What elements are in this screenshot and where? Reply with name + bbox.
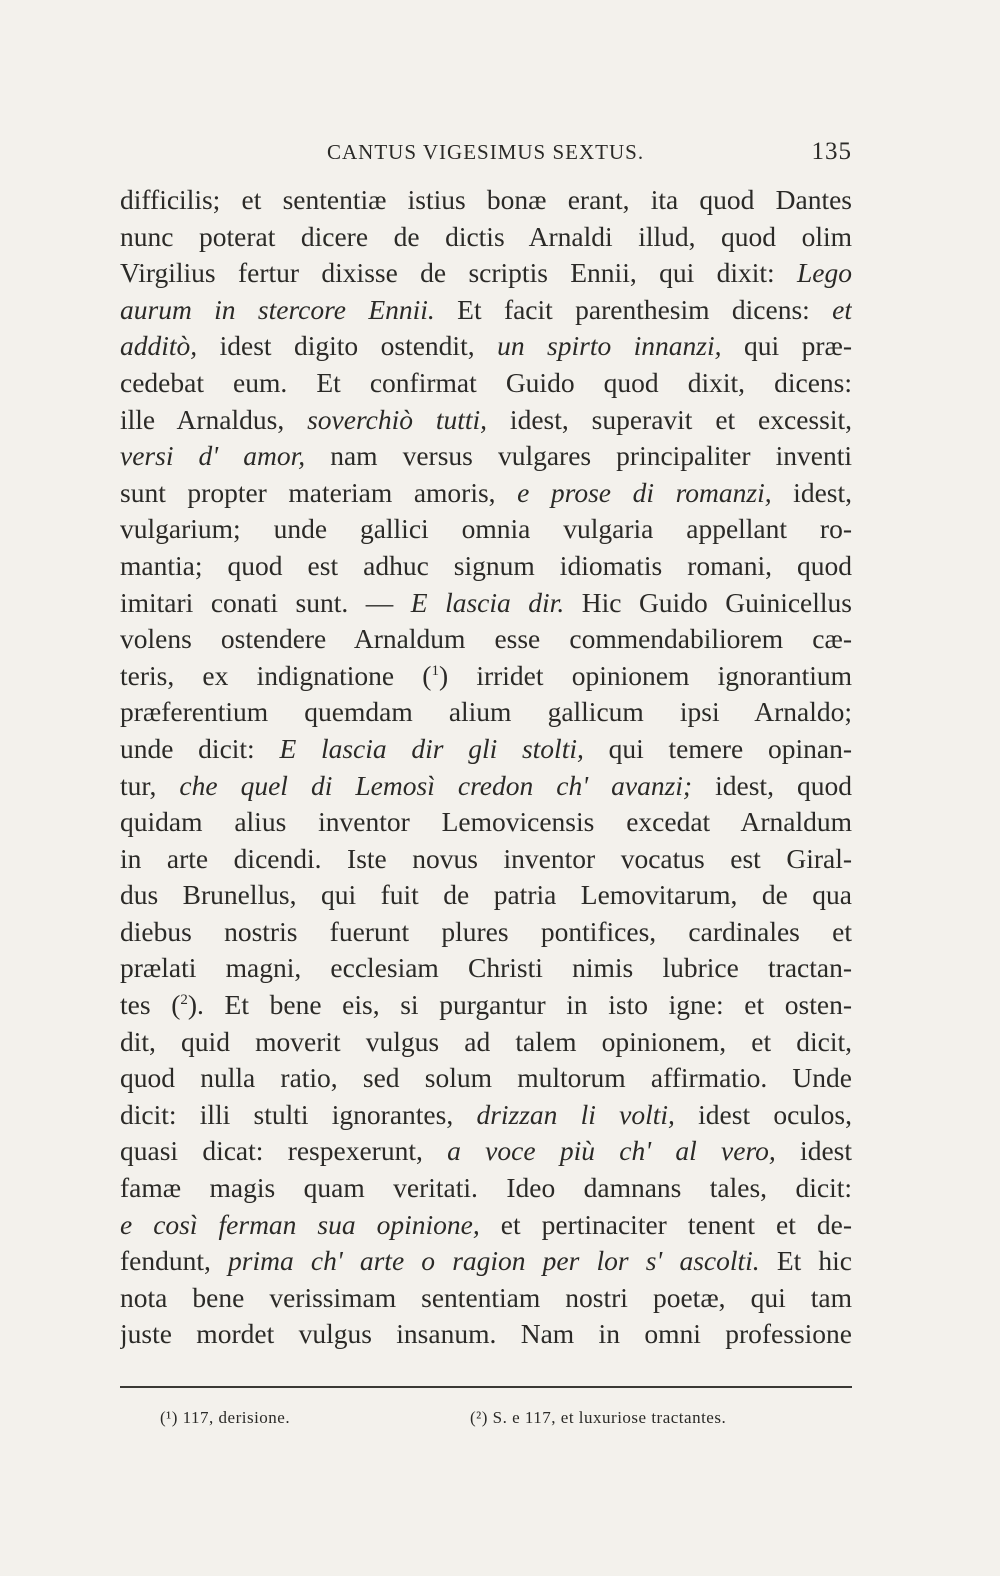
text-line — [120, 365, 852, 402]
text-segment: difficilis; et sententiæ istius bonæ erant, ita quod Dantes — [120, 184, 852, 215]
text-segment: tes ( — [120, 989, 181, 1021]
footnotes — [160, 1408, 840, 1434]
text-segment: quod nulla ratio, sed solum multorum affirmatio. Unde — [120, 1062, 852, 1094]
text-segment: volens ostendere Arnaldum esse commendabiliorem cæ- — [120, 623, 852, 655]
footnote-1: (¹) 117, derisione. — [160, 1408, 291, 1427]
text-segment: diebus nostris fuerunt plures pontifices, cardinales et — [120, 915, 852, 947]
text-segment: fendunt, — [120, 1245, 229, 1277]
text-line — [120, 1280, 852, 1317]
text-line — [120, 1207, 852, 1244]
footnote-ref: 2 — [180, 991, 188, 1008]
text-line — [120, 1243, 852, 1280]
text-segment: juste mordet vulgus insanum. Nam in omni professione — [120, 1318, 852, 1350]
text-line — [120, 255, 852, 292]
text-line — [120, 1133, 852, 1170]
text-segment: quidam alius inventor Lemovicensis excedat Arnaldum — [120, 806, 852, 838]
text-segment: Et facit parenthesim dicens: — [434, 293, 833, 325]
italic-quote: E lascia dir. — [410, 586, 565, 618]
text-segment: in arte dicendi. Iste novus inventor vocatus est Giral- — [120, 842, 852, 874]
running-title: CANTUS VIGESIMUS SEXTUS. — [327, 140, 645, 164]
text-segment: qui temere opinan- — [583, 732, 852, 764]
text-line — [120, 511, 852, 548]
text-line — [120, 914, 852, 951]
page-number: 135 — [811, 138, 852, 165]
text-segment: Hic Guido Guinicellus — [564, 586, 852, 618]
text-line — [120, 1060, 852, 1097]
text-line — [120, 1170, 852, 1207]
italic-quote: prima ch' arte o ragion per lor s' ascolti. — [228, 1245, 760, 1277]
text-segment: nam versus vulgares principaliter inventi — [305, 440, 852, 472]
text-line — [120, 292, 852, 329]
text-segment: idest, superavit et excessit, — [487, 403, 852, 435]
text-segment: quasi dicat: respexerunt, — [120, 1135, 448, 1167]
text-line — [120, 1024, 852, 1061]
italic-quote: a voce più ch' al vero, — [447, 1135, 776, 1167]
text-segment: præferentium quemdam alium gallicum ipsi Arnaldo; — [120, 696, 852, 728]
text-segment: sunt propter materiam amoris, — [120, 476, 518, 508]
text-line — [120, 402, 852, 439]
text-line — [120, 585, 852, 622]
text-segment: dus Brunellus, qui fuit de patria Lemovitarum, de qua — [120, 879, 852, 911]
footnote-divider — [120, 1386, 852, 1388]
italic-quote: et — [832, 293, 852, 325]
text-segment: ille Arnaldus, — [120, 403, 308, 435]
text-segment: Et hic — [759, 1245, 852, 1277]
text-segment: vulgarium; unde gallici omnia vulgaria appellant ro- — [120, 513, 852, 545]
text-segment: cedebat eum. Et confirmat Guido quod dixit, dicens: — [120, 366, 852, 398]
italic-quote: additò, — [120, 330, 198, 362]
footnote-2: (²) S. e 117, et luxuriose tractantes. — [470, 1408, 727, 1427]
text-segment: qui præ- — [721, 330, 852, 362]
text-segment: unde dicit: — [120, 732, 280, 764]
text-segment: ) irridet opinionem ignorantium — [438, 659, 852, 691]
page-header — [120, 140, 852, 174]
text-line — [120, 841, 852, 878]
text-segment: tur, — [120, 769, 180, 801]
italic-quote: soverchiò tutti, — [307, 403, 488, 435]
italic-quote: e prose di romanzi, — [517, 476, 772, 508]
text-segment: imitari conati sunt. — — [120, 586, 411, 618]
italic-quote: Lego — [797, 257, 852, 289]
text-line — [120, 621, 852, 658]
text-segment: idest digito ostendit, — [197, 330, 498, 362]
italic-quote: un spirto innanzi, — [497, 330, 722, 362]
text-segment: ). Et bene eis, si purgantur in isto igne: et osten- — [187, 989, 852, 1021]
text-segment: et pertinaciter tenent et de- — [479, 1208, 852, 1240]
text-segment: Virgilius fertur dixisse de scriptis Ennii, qui dixit: — [120, 257, 797, 289]
text-line — [120, 658, 852, 695]
text-line — [120, 694, 852, 731]
text-line — [120, 768, 852, 805]
text-line — [120, 328, 852, 365]
text-line — [120, 219, 852, 256]
italic-quote: e così ferman sua opinione, — [120, 1208, 480, 1240]
text-line — [120, 987, 852, 1024]
text-line — [120, 950, 852, 987]
text-segment: prælati magni, ecclesiam Christi nimis lubrice tractan- — [120, 952, 852, 984]
text-line — [120, 731, 852, 768]
text-segment: idest, — [771, 476, 852, 508]
text-segment: dicit: illi stulti ignorantes, — [120, 1098, 477, 1130]
text-line — [120, 877, 852, 914]
italic-quote: che quel di Lemosì credon ch' avanzi; — [179, 769, 693, 801]
italic-quote: versi d' amor, — [120, 440, 306, 472]
text-line — [120, 548, 852, 585]
footnote-ref: 1 — [431, 662, 439, 679]
text-segment: teris, ex indignatione ( — [120, 659, 432, 691]
text-segment: idest — [775, 1135, 852, 1167]
text-line — [120, 475, 852, 512]
text-segment: idest oculos, — [674, 1098, 852, 1130]
text-segment: mantia; quod est adhuc signum idiomatis romani, quod — [120, 549, 852, 581]
text-line — [120, 438, 852, 475]
text-segment: idest, quod — [692, 769, 852, 801]
italic-quote: aurum in stercore Ennii. — [120, 293, 435, 325]
text-line — [120, 1097, 852, 1134]
text-segment: nunc poterat dicere de dictis Arnaldi illud, quod olim — [120, 220, 852, 252]
italic-quote: E lascia dir gli stolti, — [279, 732, 584, 764]
text-segment: nota bene verissimam sententiam nostri poetæ, qui tam — [120, 1281, 852, 1313]
text-line — [120, 182, 852, 219]
text-segment: famæ magis quam veritati. Ideo damnans tales, dicit: — [120, 1172, 852, 1204]
body-text — [120, 182, 852, 1353]
text-line — [120, 804, 852, 841]
italic-quote: drizzan li volti, — [476, 1098, 675, 1130]
text-segment: dit, quid moverit vulgus ad talem opinionem, et dicit, — [120, 1025, 852, 1057]
text-line — [120, 1316, 852, 1353]
